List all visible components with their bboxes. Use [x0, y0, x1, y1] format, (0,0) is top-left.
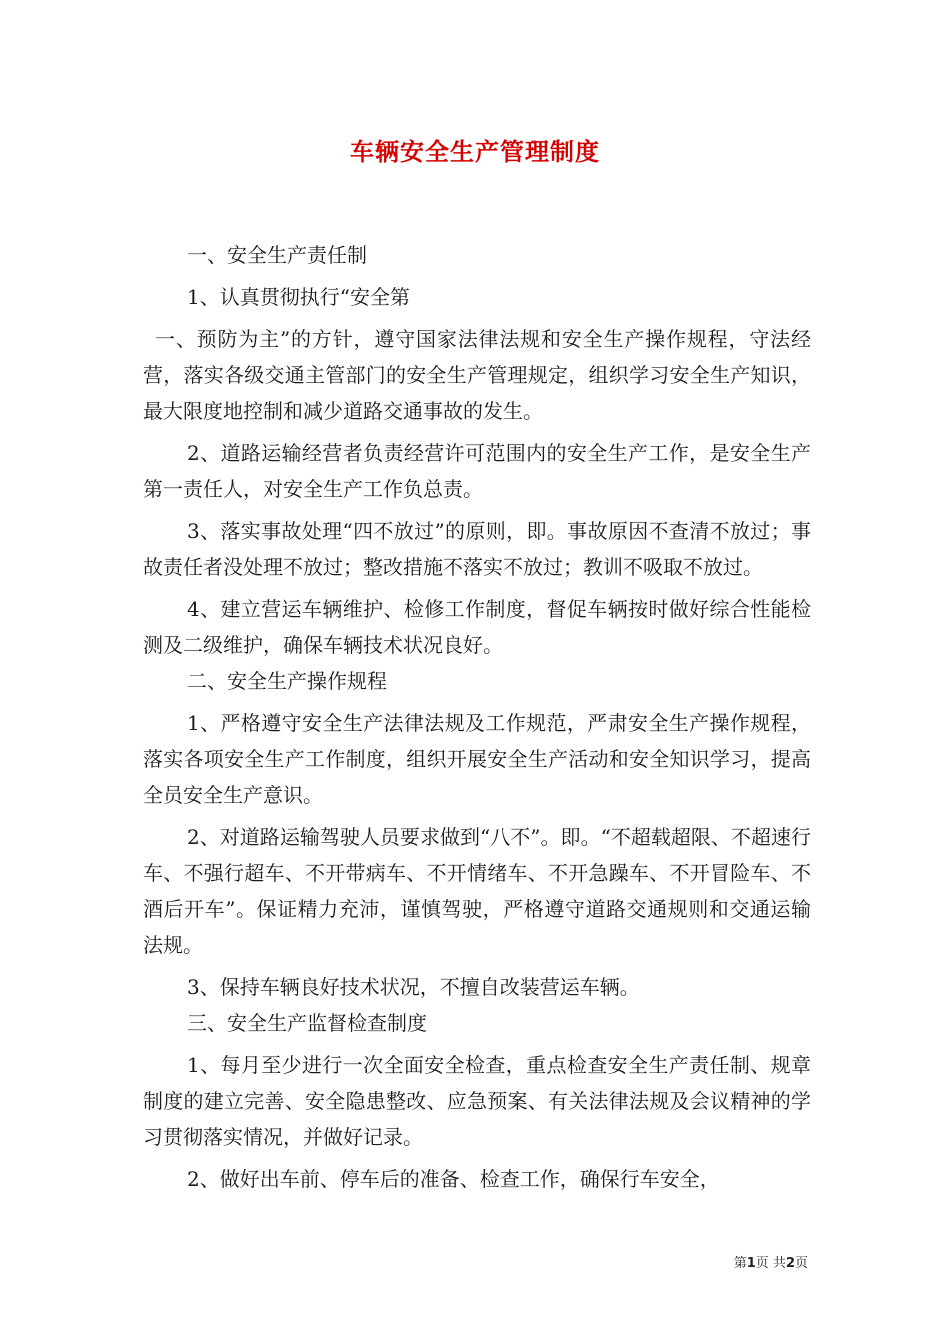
- document-title: 车辆安全生产管理制度: [350, 137, 600, 166]
- page-number: [734, 1252, 808, 1271]
- paragraph: 2、做好出车前、停车后的准备、检查工作，确保行车安全，: [187, 1167, 720, 1191]
- paragraph: 3、保持车辆良好技术状况，不擅自改装营运车辆。: [187, 975, 640, 999]
- paragraph: 2、道路运输经营者负责经营许可范围内的安全生产工作，是安全生产第一责任人，对安全生产工作负总责。: [143, 441, 811, 501]
- paragraph: 1、严格遵守安全生产法律法规及工作规范，严肃安全生产操作规程，落实各项安全生产工作制度，组织开展安全生产活动和安全知识学习，提高全员安全生产意识。: [143, 711, 811, 807]
- paragraph: 2、对道路运输驾驶人员要求做到“八不”。即。“不超载超限、不超速行车、不强行超车、不开带病车、不开情绪车、不开急躁车、不开冒险车、不酒后开车”。保证精力充沛，谨慎驾驶，严格遵守道路交通规则和交通运输法规。: [143, 825, 811, 957]
- paragraph: 1、认真贯彻执行“安全第: [187, 285, 410, 309]
- current-page: 1: [746, 1256, 756, 1271]
- page-middle: 页 共: [755, 1256, 786, 1271]
- paragraph: 一、预防为主”的方针，遵守国家法律法规和安全生产操作规程，守法经营，落实各级交通主管部门的安全生产管理规定，组织学习安全生产知识，最大限度地控制和减少道路交通事故的发生。: [143, 327, 811, 423]
- page-suffix: 页: [794, 1256, 808, 1271]
- document-body: [143, 237, 811, 1197]
- section-heading-2: 二、安全生产操作规程: [187, 669, 387, 693]
- paragraph: 4、建立营运车辆维护、检修工作制度，督促车辆按时做好综合性能检测及二级维护，确保车辆技术状况良好。: [143, 597, 811, 657]
- paragraph: 3、落实事故处理“四不放过”的原则，即。事故原因不查清不放过；事故责任者没处理不放过；整改措施不落实不放过；教训不吸取不放过。: [143, 519, 811, 579]
- section-heading-1: 一、安全生产责任制: [187, 243, 367, 267]
- section-heading-3: 三、安全生产监督检查制度: [187, 1011, 427, 1035]
- paragraph: 1、每月至少进行一次全面安全检查，重点检查安全生产责任制、规章制度的建立完善、安全隐患整改、应急预案、有关法律法规及会议精神的学习贯彻落实情况，并做好记录。: [143, 1053, 811, 1149]
- total-pages: 2: [785, 1256, 795, 1271]
- page-prefix: 第: [733, 1256, 747, 1271]
